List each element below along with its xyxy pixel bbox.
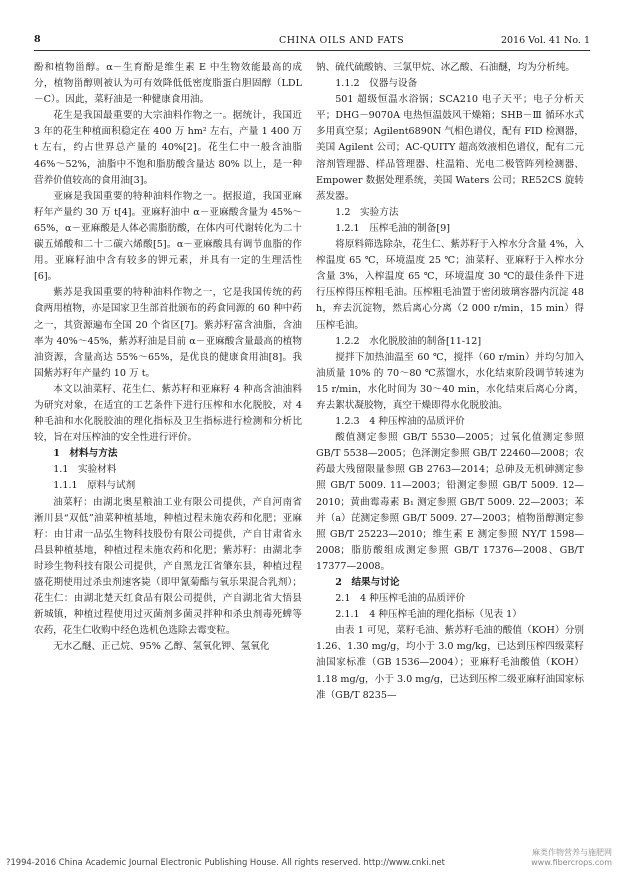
paragraph: 无水乙醚、正己烷、95% 乙醇、氢氧化钾、氢氧化	[53, 641, 270, 653]
subsubsection-heading: 1.2.1 压榨毛油的制备[9]	[335, 222, 450, 234]
watermark	[531, 847, 612, 867]
section-heading: 2 结果与讨论	[335, 577, 400, 588]
copyright-notice: ?1994-2016 China Academic Journal Electronic Publishing House. All rights reserved. http://www.cnki.net	[6, 857, 445, 867]
subsubsection-heading: 2.1.1 4 种压榨毛油的理化指标（见表 1）	[335, 609, 522, 621]
page-header	[34, 34, 590, 51]
paragraph: 紫苏是我国重要的特种油料作物之一，它是我国传统的药食两用植物，亦是国家卫生部首批颁布的药食同源的 60 种中药之一，其资源遍布全国 20 个省区[7]。紫苏籽富含油脂，含油率为 40%～45%，紫苏籽油是目前 α－亚麻酸含量最高的植物油资源，含量高达 55%～65%，是优良的健康食用油[8]。我国紫苏籽年产量约 10 万 t。	[34, 287, 302, 379]
journal-title: CHINA OILS AND FATS	[279, 35, 405, 46]
paragraph: 油菜籽：由湖北奥星粮油工业有限公司提供，产自河南省淅川县“双低”油菜种植基地，种植过程未施农药和化肥；亚麻籽：由甘肃一品弘生物科技股份有限公司提供，产自甘肃省永昌县种植基地，种植过程未施农药和化肥；紫苏籽：由湖北李时珍生物科技有限公司提供，产自黑龙江省肇东县，种植过程盛花期使用过杀虫剂速客毙（即甲氰菊酯与氧乐果混合乳剂）；花生仁：由湖北楚天红食品有限公司提供，产自湖北省大悟县新城镇，种植过程使用过灭菌剂多菌灵拌种和杀虫剂毒死蜱等农药，花生仁收购中经色选机色选除去霉变粒。	[34, 496, 302, 637]
subsubsection-heading: 1.2.3 4 种压榨油的品质评价	[335, 416, 465, 428]
subsubsection-heading: 1.2.2 水化脱胶油的制备[11-12]	[335, 335, 482, 347]
paragraph: 将原料筛选除杂，花生仁、紫苏籽于入榨水分含量 4%，入榨温度 65 ℃，环境温度 25 ℃；油菜籽、亚麻籽于入榨水分含量 3%，入榨温度 65 ℃，环境温度 30 ℃的最佳条件下进行压榨得压榨粗毛油。压榨粗毛油置于密闭玻璃容器内沉淀 48 h，弃去沉淀物，然后离心分离（2 000 r/min，15 min）得压榨毛油。	[316, 239, 584, 331]
volume-info: 2016 Vol. 41 No. 1	[500, 35, 590, 46]
section-heading: 1 材料与方法	[53, 448, 118, 460]
paragraph-continued: 钠、硫代硫酸钠、三氯甲烷、冰乙酸、石油醚，均为分析纯。	[316, 62, 576, 73]
page-number: 8	[34, 34, 41, 45]
paragraph: 501 超级恒温水浴锅；SCA210 电子天平；电子分析天平；DHG－9070A 电热恒温鼓风干燥箱；SHB－Ⅲ 循环水式多用真空泵；Agilent6890N 气相色谱仪，配有 FID 检测器，美国 Agilent 公司；AC-QUITY 超高效液相色谱仪，配有二元溶剂管理器、样品管理器、柱温箱、光电二极管阵列检测器、Empower 数据处理系统，美国 Waters 公司；RE52CS 旋转蒸发器。	[316, 94, 584, 202]
paragraph: 酸值测定参照 GB/T 5530—2005；过氧化值测定参照 GB/T 5538—2005；色泽测定参照 GB/T 22460—2008；农药最大残留限量参照 GB 2763—2014；总砷及无机砷测定参照 GB/T 5009. 11—2003；铅测定参照 GB/T 5009. 12—2010；黄曲霉毒素 B₁ 测定参照 GB/T 5009. 22—2003；苯并（a）芘测定参照 GB/T 5009. 27—2003；植物甾醇测定参照 GB/T 25223—2010；维生素 E 测定参照 NY/T 1598—2008；脂肪酸组成测定参照 GB/T 17376—2008、GB/T 17377—2008。	[316, 432, 584, 572]
subsection-heading: 1.2 实验方法	[335, 206, 399, 218]
watermark-site-name: 麻类作物营养与施肥网	[532, 848, 612, 857]
paragraph: 花生是我国最重要的大宗油料作物之一。据统计，我国近 3 年的花生种植面积稳定在 400 万 hm² 左右，产量 1 400 万 t 左右，约占世界总产量的 40%[2]。花生仁中一般含油脂 46%～52%，油脂中不饱和脂肪酸含量达 80% 以上，是一种营养价值较高的食用油[3]。	[34, 110, 302, 186]
paragraph: 本文以油菜籽、花生仁、紫苏籽和亚麻籽 4 种高含油油料为研究对象，在适宜的工艺条件下进行压榨和水化脱胶，对 4 种毛油和水化脱胶油的理化指标及卫生指标进行检测和分析比较，旨在对压榨油的安全性进行评价。	[34, 383, 302, 444]
subsubsection-heading: 1.1.2 仪器与设备	[335, 78, 418, 90]
watermark-url: www.fibercrops.com	[531, 858, 612, 867]
paragraph: 搅拌下加热油温至 60 ℃，搅拌（60 r/min）并均匀加入油质量 10% 的 70～80 ℃蒸馏水，水化结束阶段调节转速为 15 r/min，水化时间为 30～40 min，水化结束后离心分离，弃去絮状凝胶物，真空干燥即得水化脱胶油。	[316, 351, 584, 411]
left-column	[34, 60, 302, 655]
paragraph-continued: 酚和植物甾醇。α－生育酚是维生素 E 中生物效能最高的成分，植物甾醇则被认为可有效降低低密度脂蛋白胆固醇（LDL－C）。因此，菜籽油是一种健康食用油。	[34, 62, 302, 106]
right-column	[316, 60, 584, 704]
subsubsection-heading: 1.1.1 原料与试剂	[53, 480, 136, 492]
subsection-heading: 2.1 4 种压榨毛油的品质评价	[335, 593, 466, 605]
paragraph: 由表 1 可见，菜籽毛油、紫苏籽毛油的酸值（KOH）分别 1.26、1.30 mg/g，均小于 3.0 mg/kg，已达到压榨四级菜籽油国家标准（GB 1536—2004）；亚麻籽毛油酸值（KOH）1.18 mg/g，小于 3.0 mg/g，已达到压榨二级亚麻籽油国家标准（GB/T 8235—	[316, 625, 584, 701]
subsection-heading: 1.1 实验材料	[53, 464, 117, 476]
paragraph: 亚麻是我国重要的特种油料作物之一。据报道，我国亚麻籽年产量约 30 万 t[4]。亚麻籽油中 α－亚麻酸含量为 45%～65%，α－亚麻酸是人体必需脂肪酸，在体内可代谢转化为二十碳五烯酸和二十二碳六烯酸[5]。α－亚麻酸具有调节血脂的作用。亚麻籽油中含有较多的钾元素，并具有一定的生理活性[6]。	[34, 190, 302, 283]
